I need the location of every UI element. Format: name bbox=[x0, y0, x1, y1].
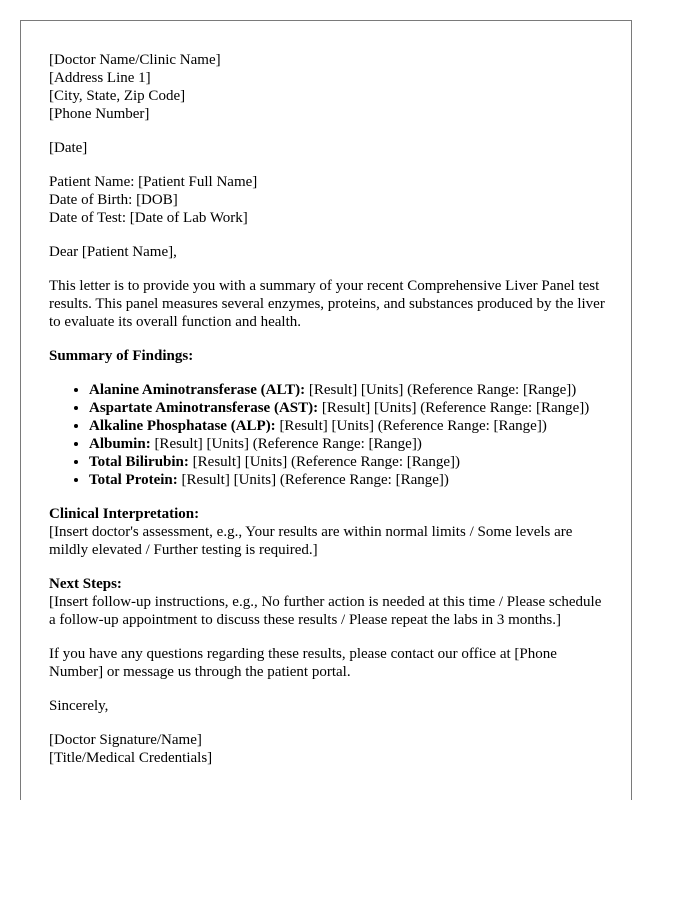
list-item bbox=[89, 417, 631, 435]
next-steps-text: [Insert follow-up instructions, e.g., No further action is needed at this time / Please schedule a follow-up appointment to discuss these results / Please repeat the labs in 3 months.] bbox=[49, 594, 602, 628]
summary-heading: Summary of Findings: bbox=[49, 348, 194, 364]
closing: Sincerely, bbox=[49, 698, 109, 714]
finding-value: [Result] [Units] (Reference Range: [Range]) bbox=[177, 472, 449, 488]
sender-address: [Address Line 1] bbox=[49, 70, 151, 86]
finding-value: [Result] [Units] (Reference Range: [Range]) bbox=[318, 400, 590, 416]
list-item bbox=[89, 381, 631, 399]
signature-title: [Title/Medical Credentials] bbox=[49, 750, 213, 766]
letter-page bbox=[20, 20, 632, 800]
finding-value: [Result] [Units] (Reference Range: [Range]) bbox=[188, 454, 461, 470]
test-date: Date of Test: [Date of Lab Work] bbox=[49, 210, 248, 226]
intro-paragraph: This letter is to provide you with a summary of your recent Comprehensive Liver Panel test results. This panel measures several enzymes, proteins, and substances produced by the liver to evaluate its overall function and health. bbox=[49, 278, 605, 330]
sender-name: [Doctor Name/Clinic Name] bbox=[49, 52, 221, 68]
finding-value: [Result] [Units] (Reference Range: [Range]) bbox=[275, 418, 547, 434]
list-item bbox=[89, 435, 631, 453]
finding-label: Albumin: bbox=[89, 436, 151, 452]
finding-label: Alanine Aminotransferase (ALT): bbox=[89, 382, 306, 398]
signature-name: [Doctor Signature/Name] bbox=[49, 732, 202, 748]
list-item bbox=[89, 453, 631, 471]
finding-label: Alkaline Phosphatase (ALP): bbox=[89, 418, 276, 434]
finding-value: [Result] [Units] (Reference Range: [Range]) bbox=[150, 436, 422, 452]
interpretation-section bbox=[49, 505, 631, 559]
interpretation-heading: Clinical Interpretation: bbox=[49, 506, 200, 522]
finding-value: [Result] [Units] (Reference Range: [Range]) bbox=[305, 382, 577, 398]
sender-phone: [Phone Number] bbox=[49, 106, 150, 122]
salutation: Dear [Patient Name], bbox=[49, 244, 177, 260]
patient-name: Patient Name: [Patient Full Name] bbox=[49, 174, 258, 190]
interpretation-text: [Insert doctor's assessment, e.g., Your results are within normal limits / Some levels are mildly elevated / Further testing is required.] bbox=[49, 524, 573, 558]
list-item bbox=[89, 399, 631, 417]
contact-paragraph: If you have any questions regarding these results, please contact our office at [Phone Number] or message us through the patient portal. bbox=[49, 646, 557, 680]
sender-block bbox=[49, 51, 631, 123]
patient-info-block bbox=[49, 173, 631, 227]
findings-list bbox=[49, 381, 631, 489]
finding-label: Aspartate Aminotransferase (AST): bbox=[89, 400, 319, 416]
sender-city-state-zip: [City, State, Zip Code] bbox=[49, 88, 186, 104]
signature-block bbox=[49, 731, 631, 767]
finding-label: Total Bilirubin: bbox=[89, 454, 189, 470]
patient-dob: Date of Birth: [DOB] bbox=[49, 192, 178, 208]
finding-label: Total Protein: bbox=[89, 472, 178, 488]
next-steps-heading: Next Steps: bbox=[49, 576, 122, 592]
letter-date: [Date] bbox=[49, 140, 88, 156]
next-steps-section bbox=[49, 575, 631, 629]
list-item bbox=[89, 471, 631, 489]
